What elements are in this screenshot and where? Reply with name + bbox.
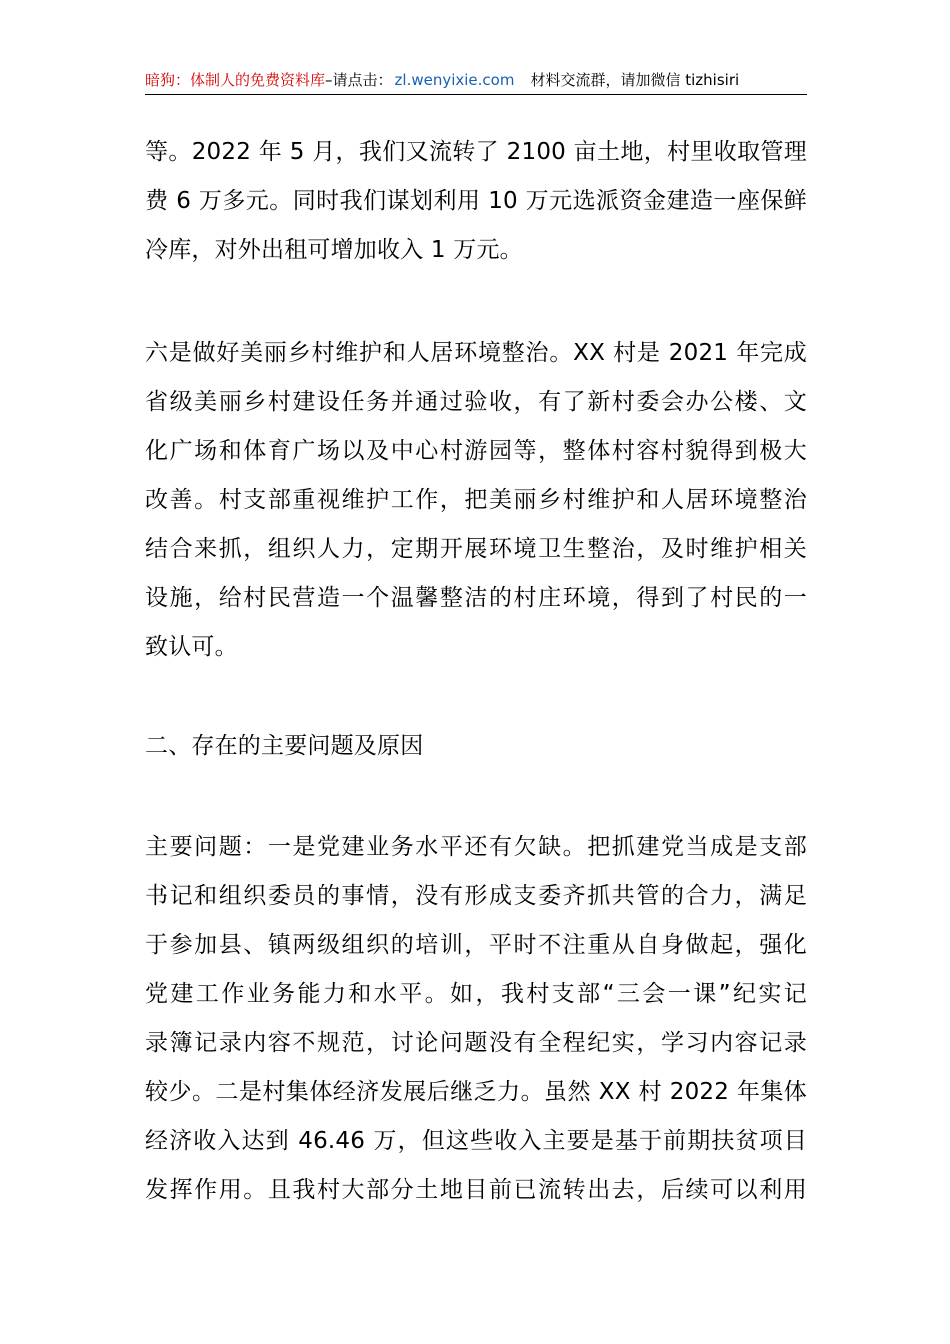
paragraph-line: 于参加县、镇两级组织的培训，平时不注重从自身做起，强化 xyxy=(145,932,807,958)
paragraph-line: 设施，给村民营造一个温馨整洁的村庄环境，得到了村民的一 xyxy=(145,585,807,611)
paragraph-line: 省级美丽乡村建设任务并通过验收，有了新村委会办公楼、文 xyxy=(145,389,807,415)
header-link[interactable]: zl.wenyixie.com xyxy=(394,71,515,89)
paragraph-beautiful-village xyxy=(145,329,807,672)
paragraph-line: 党建工作业务能力和水平。如，我村支部“三会一课”纪实记 xyxy=(145,981,807,1007)
paragraph-line: 结合来抓，组织人力，定期开展环境卫生整治，及时维护相关 xyxy=(145,536,807,562)
header-prompt: –请点击： xyxy=(325,71,393,89)
header-group-note: 材料交流群，请加微信 tizhisiri xyxy=(530,71,740,89)
paragraph-line: 化广场和体育广场以及中心村游园等，整体村容村貌得到极大 xyxy=(145,438,807,464)
paragraph-line: 六是做好美丽乡村维护和人居环境整治。XX 村是 2021 年完成 xyxy=(145,340,807,366)
section-heading-text: 二、存在的主要问题及原因 xyxy=(145,733,424,759)
paragraph-line: 费 6 万多元。同时我们谋划利用 10 万元选派资金建造一座保鲜 xyxy=(145,188,807,214)
paragraph-line: 致认可。 xyxy=(145,634,238,660)
section-heading xyxy=(145,722,807,771)
paragraph-main-problems xyxy=(145,823,807,1215)
paragraph-line: 等。2022 年 5 月，我们又流转了 2100 亩土地，村里收取管理 xyxy=(145,139,807,165)
paragraph-line: 录簿记录内容不规范，讨论问题没有全程纪实，学习内容记录 xyxy=(145,1030,807,1056)
paragraph-line: 主要问题：一是党建业务水平还有欠缺。把抓建党当成是支部 xyxy=(145,834,807,860)
paragraph-line: 改善。村支部重视维护工作，把美丽乡村维护和人居环境整治 xyxy=(145,487,807,513)
header-brand: 暗狗：体制人的免费资料库 xyxy=(145,71,326,89)
paragraph-line: 经济收入达到 46.46 万，但这些收入主要是基于前期扶贫项目 xyxy=(145,1128,807,1154)
paragraph-rural-income xyxy=(145,128,807,275)
paragraph-line: 较少。二是村集体经济发展后继乏力。虽然 XX 村 2022 年集体 xyxy=(145,1079,807,1105)
paragraph-line: 发挥作用。且我村大部分土地目前已流转出去，后续可以利用 xyxy=(145,1177,807,1203)
document-header xyxy=(145,68,807,95)
paragraph-line: 冷库，对外出租可增加收入 1 万元。 xyxy=(145,237,523,263)
paragraph-line: 书记和组织委员的事情，没有形成支委齐抓共管的合力，满足 xyxy=(145,883,807,909)
